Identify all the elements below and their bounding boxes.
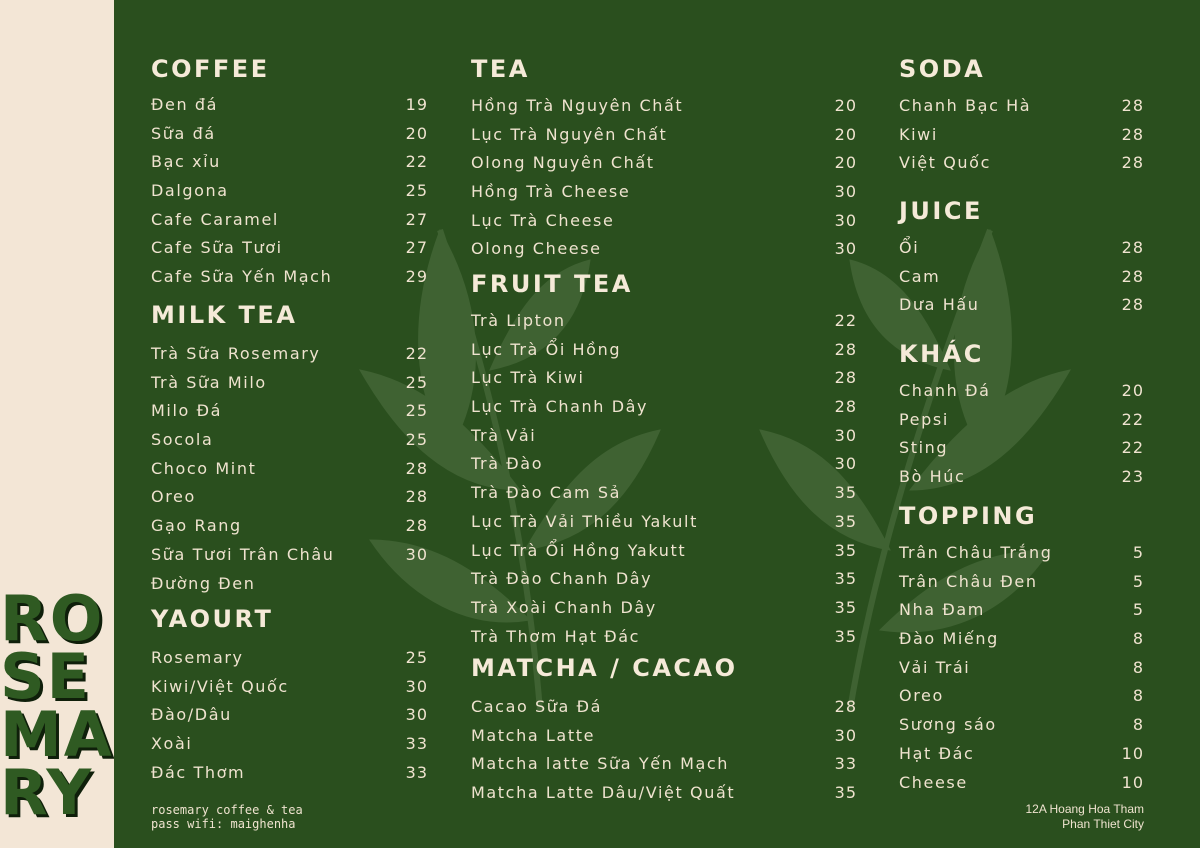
menu-item-price: 28 <box>1121 96 1144 115</box>
logo-line-2: SE <box>0 648 92 706</box>
menu-item-price: 25 <box>405 430 428 450</box>
menu-item-name: Trà Thơm Hạt Đác <box>471 626 641 646</box>
menu-item-price: 25 <box>405 372 428 392</box>
menu-item <box>471 92 857 121</box>
menu-item-price: 35 <box>834 483 857 503</box>
menu-item-price: 30 <box>834 239 857 259</box>
menu-item-name: Trân Châu Trắng <box>899 543 1053 562</box>
menu-item-name: Dưa Hấu <box>899 295 980 315</box>
address-line-2: Phan Thiet City <box>1062 817 1144 831</box>
menu-item-name: Cafe Sữa Yến Mạch <box>151 267 333 287</box>
menu-item-price: 28 <box>1121 153 1144 173</box>
menu-item-price: 10 <box>1121 743 1144 763</box>
menu-item-name: Hồng Trà Cheese <box>471 182 631 202</box>
menu-item <box>151 673 428 702</box>
section-title-juice: JUICE <box>899 197 983 225</box>
menu-item-name: Milo Đá <box>151 401 222 421</box>
menu-item-name: Đào Miếng <box>899 629 999 649</box>
menu-item-price: 30 <box>834 210 857 230</box>
menu-item-price: 8 <box>1132 686 1144 706</box>
menu-item-name: Kiwi/Việt Quốc <box>151 676 289 696</box>
menu-item-name: Bạc xỉu <box>151 152 221 172</box>
menu-item-price: 25 <box>405 648 428 667</box>
menu-item <box>151 483 428 512</box>
logo-line-3: MA <box>0 706 114 764</box>
menu-item-price: 28 <box>834 339 857 359</box>
menu-item-name: Olong Nguyên Chất <box>471 153 655 173</box>
menu-item <box>151 263 428 292</box>
menu-item-name: Đào/Dâu <box>151 705 232 725</box>
section-coffee <box>151 54 428 292</box>
menu-item <box>471 149 857 178</box>
menu-item <box>471 207 857 236</box>
menu-item-name: Dalgona <box>151 181 229 201</box>
menu-item-name: Matcha Latte <box>471 725 596 745</box>
menu-item-price: 28 <box>405 458 428 478</box>
menu-item <box>471 450 857 479</box>
section-milk-tea <box>151 300 428 598</box>
menu-item <box>151 455 428 484</box>
menu-item-price: 30 <box>405 705 428 725</box>
menu-item-name: Nha Đam <box>899 600 985 620</box>
menu-item-price: 22 <box>1121 409 1144 429</box>
menu-item <box>899 377 1144 406</box>
menu-item-name: Oreo <box>899 686 944 706</box>
menu-item <box>899 92 1144 121</box>
menu-item-name: Lục Trà Ổi Hồng <box>471 339 622 359</box>
menu-item <box>471 364 857 393</box>
menu-item <box>151 426 428 455</box>
menu-item <box>471 479 857 508</box>
menu-item <box>151 512 428 541</box>
menu-item-name: Hồng Trà Nguyên Chất <box>471 96 684 115</box>
menu-item <box>151 369 428 398</box>
menu-item-price: 20 <box>1121 381 1144 400</box>
menu-item <box>151 701 428 730</box>
menu-item-price: 28 <box>1121 238 1144 257</box>
address <box>1025 802 1144 832</box>
menu-item-price: 33 <box>834 754 857 774</box>
menu-item-price: 22 <box>834 311 857 330</box>
menu-item-price: 33 <box>405 762 428 782</box>
menu-item-price: 22 <box>405 152 428 172</box>
logo-line-1: RO <box>0 590 105 648</box>
section-tea <box>471 54 857 264</box>
menu-item-name: Lục Trà Nguyên Chất <box>471 124 668 144</box>
menu-item-price: 20 <box>834 153 857 173</box>
menu-item <box>471 422 857 451</box>
menu-item-price: 33 <box>405 734 428 754</box>
menu-item-name: Cam <box>899 266 941 286</box>
menu-item-price: 5 <box>1132 600 1144 620</box>
menu-item-name: Trà Đào <box>471 454 544 474</box>
menu-item <box>151 120 428 149</box>
rosemary-logo <box>0 590 114 830</box>
menu-item-name: Cafe Caramel <box>151 209 279 229</box>
menu-item-name: Rosemary <box>151 648 244 667</box>
menu-item-name: Sting <box>899 438 949 458</box>
menu-item <box>151 541 428 570</box>
menu-item-name: Lục Trà Cheese <box>471 210 615 230</box>
menu-item-price: 22 <box>405 344 428 363</box>
menu-item <box>471 537 857 566</box>
menu-item-price: 35 <box>834 569 857 589</box>
menu-item-name: Chanh Đá <box>899 381 991 400</box>
menu-item <box>899 682 1144 711</box>
menu-item <box>471 779 857 808</box>
menu-item <box>899 434 1144 463</box>
menu-item <box>151 206 428 235</box>
menu-item-price: 28 <box>834 697 857 716</box>
menu-item-price: 35 <box>834 626 857 646</box>
menu-item-price: 35 <box>834 597 857 617</box>
menu-item <box>899 711 1144 740</box>
menu-item <box>471 750 857 779</box>
menu-item-name: Trà Vải <box>471 425 537 445</box>
menu-item-name: Trà Sữa Milo <box>151 372 267 392</box>
section-title-soda: SODA <box>899 55 986 83</box>
menu-item-price: 28 <box>1121 266 1144 286</box>
menu-item <box>471 565 857 594</box>
section-matcha-cacao <box>471 653 857 808</box>
menu-item <box>899 568 1144 597</box>
menu-item-name: Lục Trà Kiwi <box>471 368 585 388</box>
menu-item-price: 19 <box>405 95 428 114</box>
section-title-matcha-cacao: MATCHA / CACAO <box>471 654 738 682</box>
menu-item-name: Lục Trà Chanh Dây <box>471 397 649 417</box>
menu-item-name: Cheese <box>899 772 968 792</box>
menu-item <box>151 340 428 369</box>
menu-item <box>471 693 857 722</box>
menu-item-price: 8 <box>1132 715 1144 735</box>
menu-item-name: Kiwi <box>899 124 938 144</box>
menu-item-price: 5 <box>1132 571 1144 591</box>
menu-item <box>151 730 428 759</box>
section-title-khac: KHÁC <box>899 340 984 368</box>
menu-item-name: Lục Trà Vải Thiều Yakult <box>471 511 698 531</box>
menu-item-name: Đác Thơm <box>151 762 246 782</box>
menu-item-price: 25 <box>405 181 428 201</box>
menu-item <box>471 336 857 365</box>
menu-item-price: 28 <box>405 516 428 536</box>
section-title-milk-tea: MILK TEA <box>151 301 298 329</box>
menu-item-price: 20 <box>834 124 857 144</box>
menu-item-price: 30 <box>834 725 857 745</box>
menu-item <box>151 644 428 673</box>
menu-item <box>151 91 428 120</box>
menu-item-name: Cacao Sữa Đá <box>471 697 603 716</box>
menu-item <box>471 307 857 336</box>
menu-item <box>151 177 428 206</box>
menu-item-name: Trà Sữa Rosemary <box>151 344 321 363</box>
menu-item <box>899 769 1144 798</box>
menu-item <box>899 406 1144 435</box>
menu-item-name: Hạt Đác <box>899 743 975 763</box>
menu-item-price: 35 <box>834 511 857 531</box>
menu-item-name: Đường Đen <box>151 573 256 593</box>
menu-item-name: Socola <box>151 430 214 450</box>
section-title-coffee: COFFEE <box>151 55 270 83</box>
menu-item-price: 28 <box>834 397 857 417</box>
menu-item <box>471 623 857 652</box>
menu-item <box>899 463 1144 492</box>
menu-item <box>151 148 428 177</box>
menu-item-price: 25 <box>405 401 428 421</box>
menu-item-name: Gạo Rang <box>151 516 242 536</box>
tagline: rosemary coffee & tea <box>151 803 303 817</box>
menu-item <box>151 397 428 426</box>
menu-item-name: Vải Trái <box>899 657 971 677</box>
menu-item <box>151 759 428 788</box>
menu-item-name: Việt Quốc <box>899 153 991 173</box>
menu-item-name: Bò Húc <box>899 467 966 487</box>
logo-line-4: RY <box>0 764 94 822</box>
menu-item <box>899 596 1144 625</box>
menu-item-price: 28 <box>1121 295 1144 315</box>
section-title-tea: TEA <box>471 55 530 83</box>
section-topping <box>899 501 1144 797</box>
menu-item <box>899 740 1144 769</box>
menu-item-price: 20 <box>405 123 428 143</box>
menu-item <box>471 594 857 623</box>
menu-item-name: Trà Đào Cam Sả <box>471 483 621 503</box>
menu-item <box>899 539 1144 568</box>
section-fruit-tea <box>471 269 857 651</box>
menu-item <box>899 654 1144 683</box>
section-yaourt <box>151 604 428 787</box>
menu-item-price: 35 <box>834 783 857 803</box>
menu-item <box>899 263 1144 292</box>
menu-item-price: 28 <box>834 368 857 388</box>
menu-item-price: 30 <box>834 454 857 474</box>
menu-item-price: 5 <box>1132 543 1144 562</box>
menu-item-price: 30 <box>834 182 857 202</box>
menu-item <box>899 291 1144 320</box>
menu-item <box>899 121 1144 150</box>
menu-item-name: Ổi <box>899 238 920 257</box>
menu-item-name: Trà Lipton <box>471 311 566 330</box>
address-line-1: 12A Hoang Hoa Tham <box>1025 802 1144 816</box>
menu-item-price: 30 <box>405 544 428 564</box>
menu-item-price: 29 <box>405 267 428 287</box>
menu-item-price: 8 <box>1132 657 1144 677</box>
menu-item <box>471 393 857 422</box>
menu-item <box>151 234 428 263</box>
menu-item-price: 10 <box>1121 772 1144 792</box>
menu-item-name: Lục Trà Ổi Hồng Yakutt <box>471 540 687 560</box>
menu-item-price: 8 <box>1132 629 1144 649</box>
section-title-topping: TOPPING <box>899 502 1038 530</box>
menu-item-name: Sữa đá <box>151 123 216 143</box>
menu-item-name: Choco Mint <box>151 458 257 478</box>
menu-item-name: Chanh Bạc Hà <box>899 96 1032 115</box>
menu-item-name: Trà Đào Chanh Dây <box>471 569 653 589</box>
menu-item-name: Pepsi <box>899 409 949 429</box>
menu-item <box>899 234 1144 263</box>
menu-item <box>899 625 1144 654</box>
menu-item-price: 28 <box>405 487 428 507</box>
section-title-fruit-tea: FRUIT TEA <box>471 270 633 298</box>
section-juice <box>899 196 1144 320</box>
menu-item <box>471 508 857 537</box>
menu-item-name: Cafe Sữa Tươi <box>151 238 283 258</box>
menu-item-name: Trà Xoài Chanh Dây <box>471 597 657 617</box>
menu-item-price: 22 <box>1121 438 1144 458</box>
menu-item-name: Trân Châu Đen <box>899 571 1038 591</box>
menu-item-name: Matcha Latte Dâu/Việt Quất <box>471 783 736 803</box>
menu-item <box>899 149 1144 178</box>
section-title-yaourt: YAOURT <box>151 605 274 633</box>
menu-item-name: Xoài <box>151 734 193 754</box>
menu-item-price: 30 <box>834 425 857 445</box>
menu-item-price: 28 <box>1121 124 1144 144</box>
menu-item <box>471 235 857 264</box>
menu-item <box>471 722 857 751</box>
section-soda <box>899 54 1144 178</box>
section-khac <box>899 339 1144 492</box>
menu-item-name: Sữa Tươi Trân Châu <box>151 544 335 564</box>
menu-item <box>151 570 428 599</box>
menu-item-price: 20 <box>834 96 857 115</box>
menu-item-name: Matcha latte Sữa Yến Mạch <box>471 754 730 774</box>
menu-item-name: Olong Cheese <box>471 239 602 259</box>
menu-item-price: 30 <box>405 676 428 696</box>
wifi-password: pass wifi: maighenha <box>151 817 296 831</box>
menu-item-price: 35 <box>834 540 857 560</box>
menu-item-name: Đen đá <box>151 95 219 114</box>
menu-item-price: 27 <box>405 209 428 229</box>
footer-info <box>151 803 303 831</box>
menu-item <box>471 178 857 207</box>
menu-item-name: Sương sáo <box>899 715 997 735</box>
menu-item-price: 27 <box>405 238 428 258</box>
menu-item-price: 23 <box>1121 467 1144 487</box>
menu-item-name: Oreo <box>151 487 196 507</box>
menu-item <box>471 121 857 150</box>
